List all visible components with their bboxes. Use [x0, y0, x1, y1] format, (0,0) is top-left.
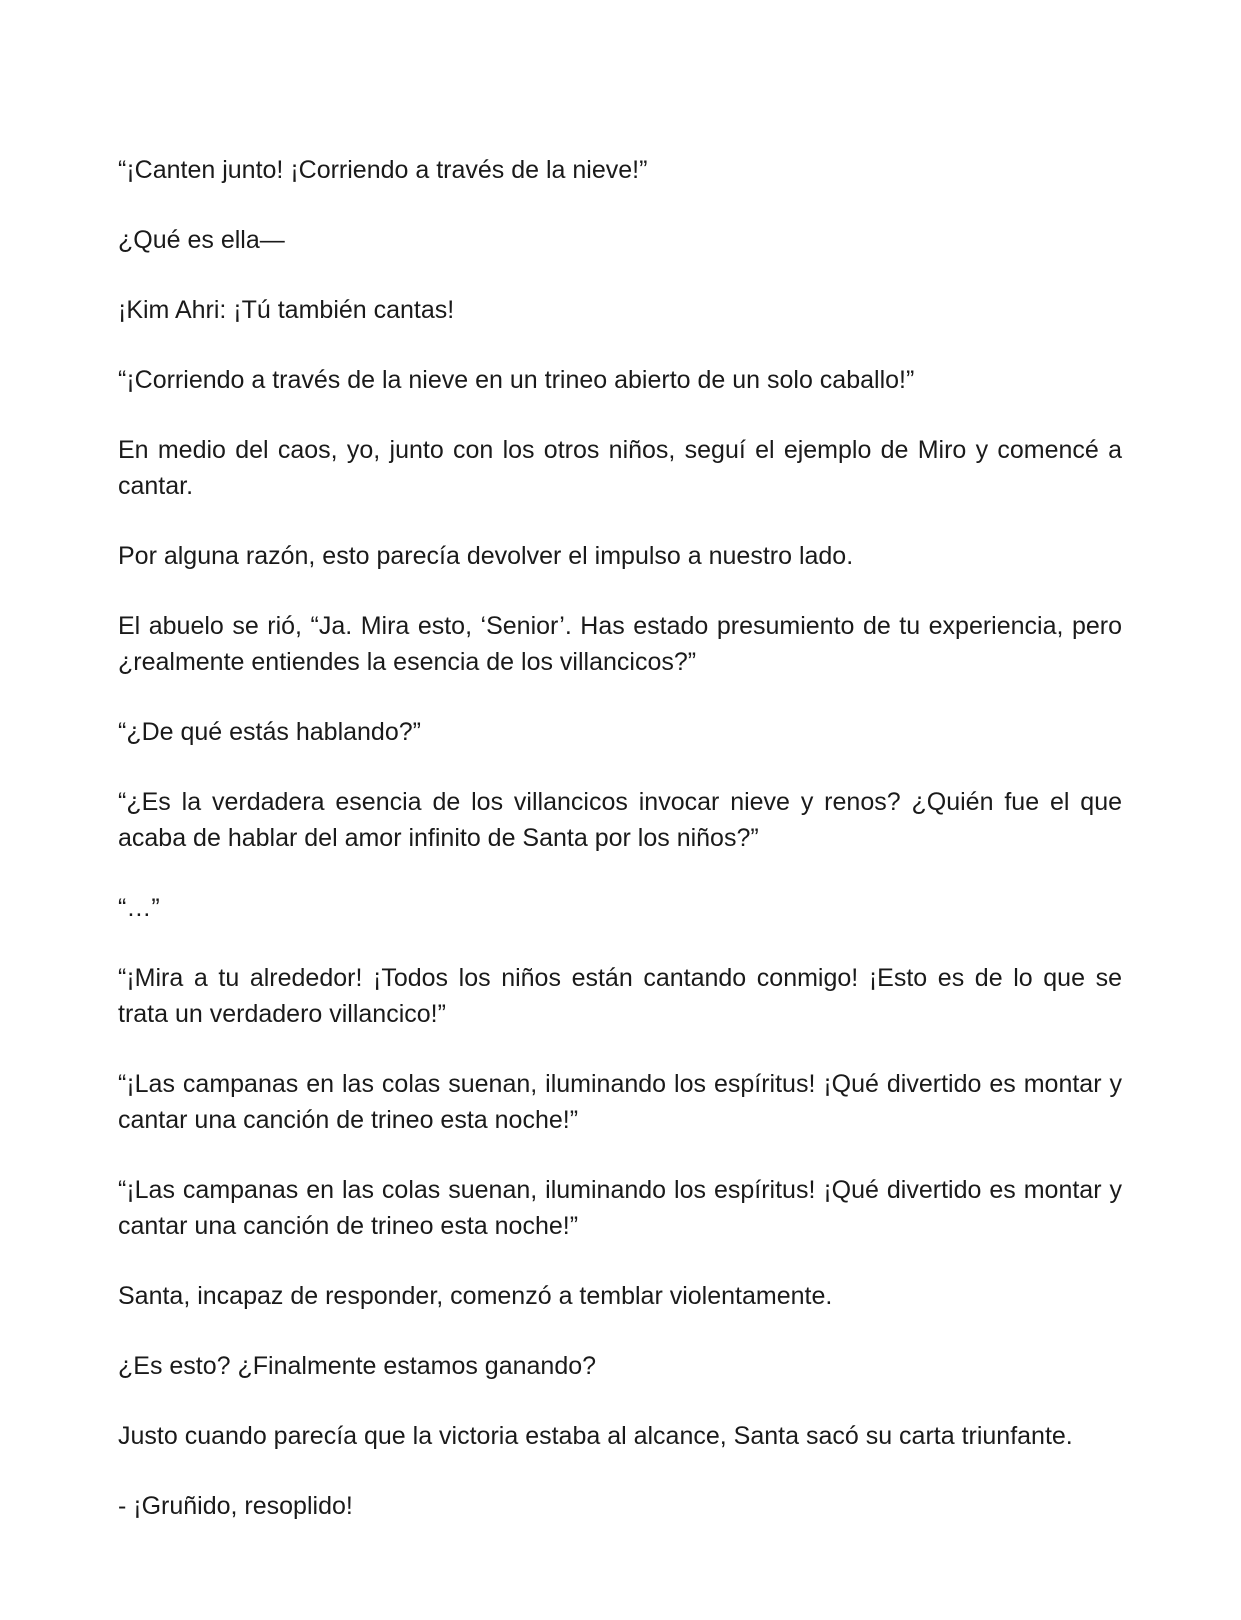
paragraph: El abuelo se rió, “Ja. Mira esto, ‘Senior’. Has estado presumiento de tu experiencia, pero ¿realmente entiendes la esencia de los villancicos?”	[118, 612, 1122, 676]
paragraph: “¿De qué estás hablando?”	[118, 718, 421, 746]
paragraph: “…”	[118, 894, 160, 922]
paragraph: Por alguna razón, esto parecía devolver el impulso a nuestro lado.	[118, 542, 854, 570]
paragraph: En medio del caos, yo, junto con los otros niños, seguí el ejemplo de Miro y comencé a cantar.	[118, 436, 1122, 500]
paragraph: ¿Es esto? ¿Finalmente estamos ganando?	[118, 1352, 597, 1380]
paragraph: “¡Las campanas en las colas suenan, iluminando los espíritus! ¡Qué divertido es montar y cantar una canción de trineo esta noche!”	[118, 1176, 1122, 1240]
paragraph: - ¡Gruñido, resoplido!	[118, 1492, 353, 1520]
paragraph: “¡Mira a tu alrededor! ¡Todos los niños están cantando conmigo! ¡Esto es de lo que se trata un verdadero villancico!”	[118, 964, 1122, 1028]
document-body	[118, 152, 1122, 1558]
paragraph: ¡Kim Ahri: ¡Tú también cantas!	[118, 296, 455, 324]
paragraph: “¡Las campanas en las colas suenan, iluminando los espíritus! ¡Qué divertido es montar y cantar una canción de trineo esta noche!”	[118, 1070, 1122, 1134]
paragraph: “¿Es la verdadera esencia de los villancicos invocar nieve y renos? ¿Quién fue el que acaba de hablar del amor infinito de Santa por los niños?”	[118, 788, 1122, 852]
paragraph: ¿Qué es ella—	[118, 226, 285, 254]
paragraph: Justo cuando parecía que la victoria estaba al alcance, Santa sacó su carta triunfante.	[118, 1422, 1073, 1450]
paragraph: “¡Corriendo a través de la nieve en un trineo abierto de un solo caballo!”	[118, 366, 915, 394]
paragraph: Santa, incapaz de responder, comenzó a temblar violentamente.	[118, 1282, 833, 1310]
paragraph: “¡Canten junto! ¡Corriendo a través de la nieve!”	[118, 156, 648, 184]
